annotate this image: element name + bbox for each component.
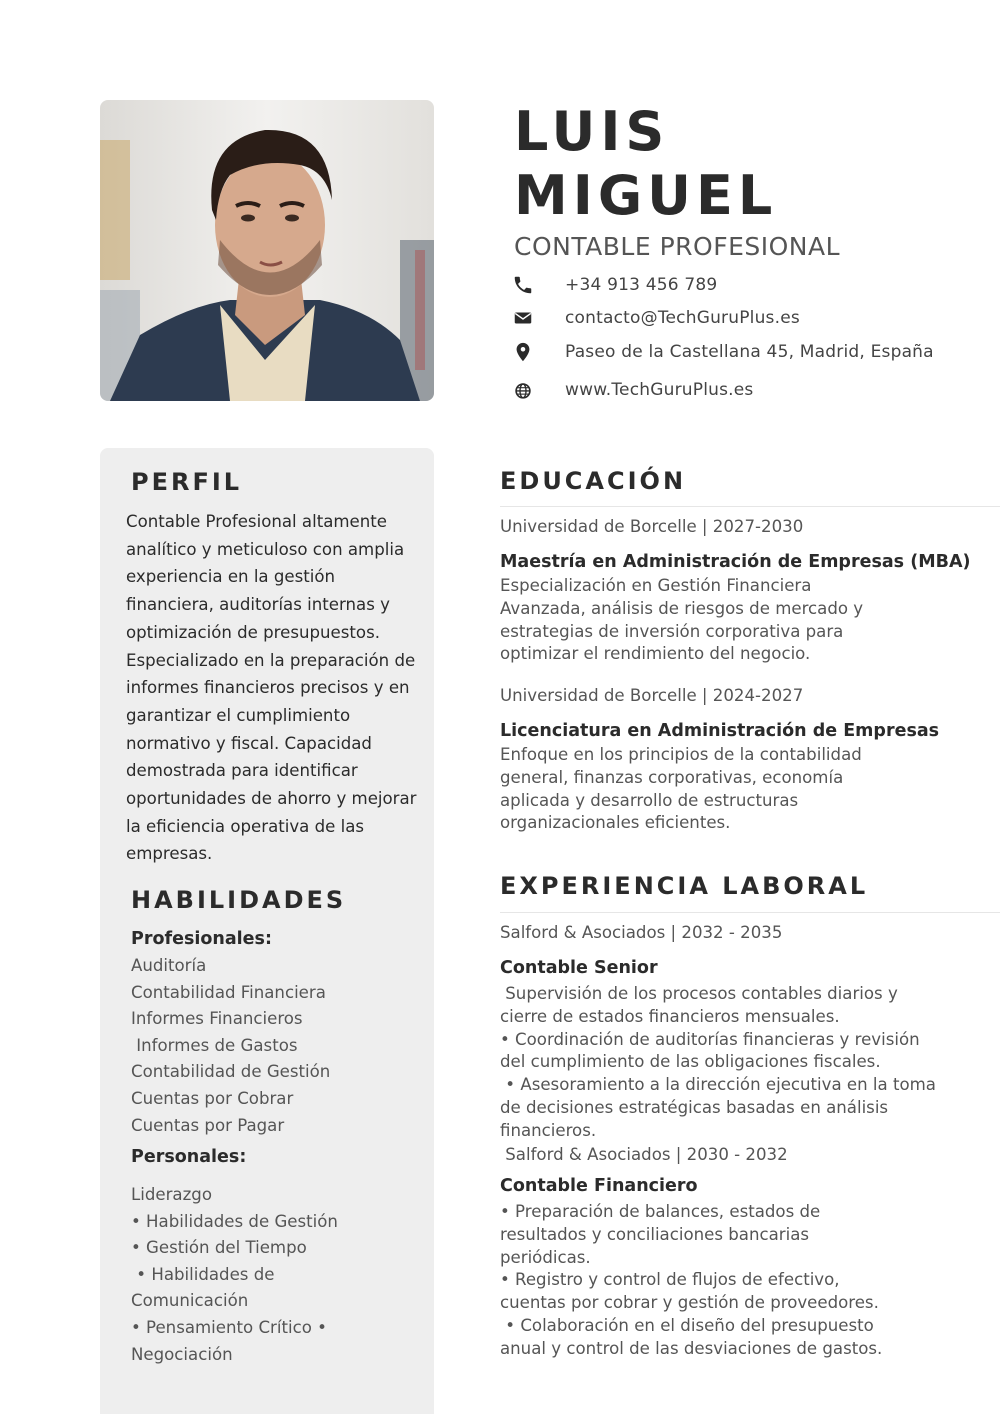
experience-divider	[500, 912, 1000, 913]
list-item: Liderazgo	[131, 1185, 212, 1204]
experience-description: • Preparación de balances, estados de resultados y conciliaciones bancarias periódicas. • Registro y control de flujos de efectivo, cuentas por cobrar y gestión de proveedores. • Colaboración en el diseño del presupuesto anual y control de las desviaciones de gastos.	[500, 1202, 883, 1358]
professional-skills-list	[131, 953, 330, 1139]
experience-position: Contable Financiero	[500, 1176, 698, 1196]
list-item: Cuentas por Cobrar	[131, 1088, 294, 1108]
profile-photo	[100, 100, 434, 401]
phone-icon	[512, 274, 534, 296]
list-item: • Gestión del Tiempo	[131, 1238, 307, 1258]
full-name	[514, 100, 777, 228]
list-item: Negociación	[131, 1344, 233, 1364]
list-item: Cuentas por Pagar	[131, 1115, 285, 1135]
email-link[interactable]: contacto@TechGuruPlus.es	[565, 308, 800, 328]
list-item: Informes de Gastos	[131, 1035, 298, 1055]
job-role: CONTABLE PROFESIONAL	[514, 232, 841, 261]
contact-address	[512, 338, 934, 366]
education-meta: Universidad de Borcelle | 2024-2027	[500, 686, 804, 705]
location-pin-icon	[512, 341, 534, 363]
education-heading: EDUCACIÓN	[500, 467, 687, 495]
education-degree: Maestría en Administración de Empresas (MBA)	[500, 552, 971, 572]
list-item: Comunicación	[131, 1291, 249, 1311]
list-item: • Habilidades de Gestión	[131, 1211, 338, 1231]
list-item: Informes Financieros	[131, 1009, 303, 1029]
globe-icon	[512, 379, 534, 401]
experience-position: Contable Senior	[500, 958, 658, 978]
phone-text: +34 913 456 789	[565, 275, 718, 295]
personal-skills-list	[131, 1182, 338, 1368]
profile-text: Contable Profesional altamente analítico y meticuloso con amplia experiencia en la gestión financiera, auditorías internas y optimización de presupuestos. Especializado en la preparación de informes financieros precisos y en garantizar el cumplimiento normativo y fiscal. Capacidad demostrada para identificar oportunidades de ahorro y mejorar la eficiencia operativa de las empresas.	[126, 512, 417, 864]
personal-skills-label: Personales:	[131, 1147, 247, 1167]
contact-website	[512, 376, 754, 404]
education-degree: Licenciatura en Administración de Empresas	[500, 721, 940, 741]
list-item: Auditoría	[131, 956, 207, 975]
list-item: • Pensamiento Crítico •	[131, 1317, 327, 1337]
experience-description: Supervisión de los procesos contables diarios y cierre de estados financieros mensuales. • Coordinación de auditorías financieras y revisión del cumplimiento de las obligaciones fiscales. • Asesoramiento a la dirección ejecutiva en la toma de decisiones estratégicas basadas en análisis financieros.	[500, 984, 936, 1140]
education-divider	[500, 506, 1000, 507]
profile-heading: PERFIL	[131, 468, 243, 496]
address-text: Paseo de la Castellana 45, Madrid, España	[565, 342, 934, 362]
education-meta: Universidad de Borcelle | 2027-2030	[500, 517, 804, 536]
contact-phone	[512, 271, 718, 299]
first-name: LUIS	[514, 100, 670, 163]
experience-meta: Salford & Asociados | 2030 - 2032	[500, 1145, 788, 1164]
envelope-icon	[512, 307, 534, 329]
professional-skills-label: Profesionales:	[131, 929, 272, 949]
list-item: Contabilidad Financiera	[131, 982, 326, 1002]
contact-email	[512, 304, 800, 332]
last-name: MIGUEL	[514, 164, 778, 227]
experience-meta: Salford & Asociados | 2032 - 2035	[500, 923, 783, 942]
website-link[interactable]: www.TechGuruPlus.es	[565, 380, 754, 400]
skills-heading: HABILIDADES	[131, 886, 347, 914]
list-item: Contabilidad de Gestión	[131, 1062, 331, 1082]
education-description: Enfoque en los principios de la contabilidad general, finanzas corporativas, economía aplicada y desarrollo de estructuras organizacionales eficientes.	[500, 745, 862, 833]
list-item: • Habilidades de	[131, 1264, 275, 1284]
experience-heading: EXPERIENCIA LABORAL	[500, 872, 869, 900]
education-description: Especialización en Gestión Financiera Avanzada, análisis de riesgos de mercado y estrategias de inversión corporativa para optimizar el rendimiento del negocio.	[500, 576, 864, 664]
